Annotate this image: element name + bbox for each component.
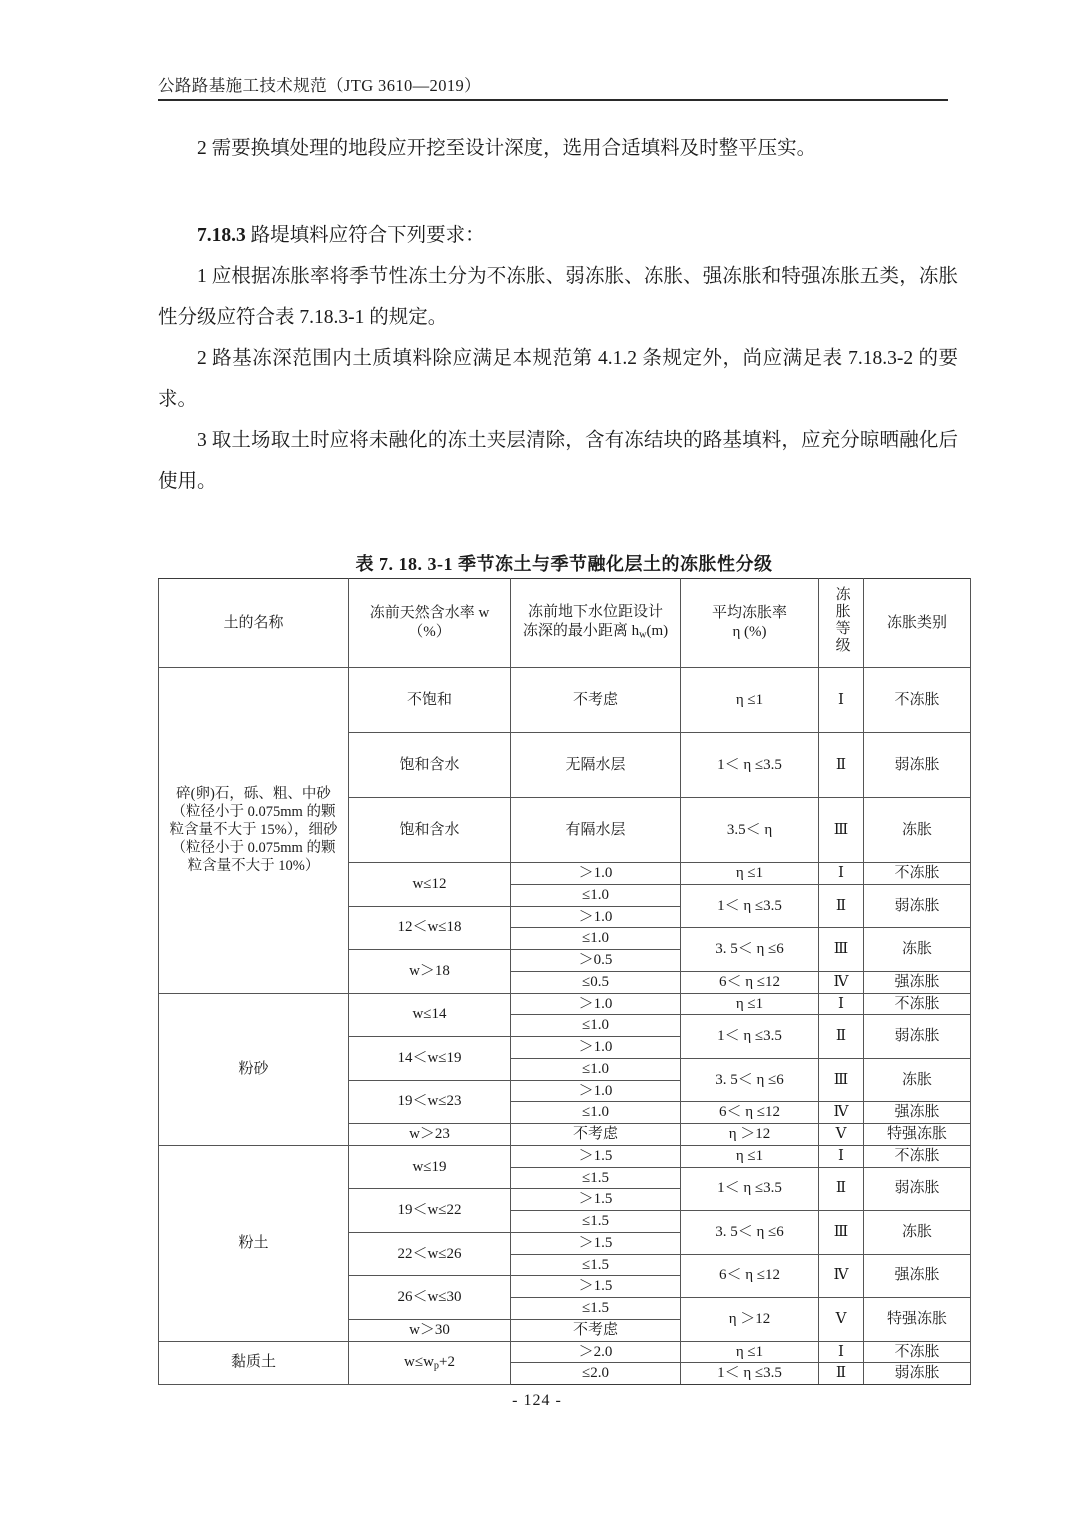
gravel-line3: 粒含量不大于 15%），细砂 [169,822,338,839]
cell-category-weak: 弱冻胀 [864,884,971,928]
cell-category-none: 不冻胀 [864,863,971,885]
cell-water-le-12: w≤12 [349,863,511,907]
cell-rate-eta-6-12: 6＜ η ≤12 [681,1102,819,1124]
cell-rate-eta-le-1: η ≤1 [681,1341,819,1363]
clause-heading [158,215,958,256]
gravel-line4: （粒径小于 0.075mm 的颗 [171,840,336,857]
header-grade-label: 冻胀等级 [833,586,850,655]
cell-grade-5: Ⅴ [819,1298,864,1342]
wp-prefix: w≤w [404,1353,434,1370]
cell-grade-1: Ⅰ [819,863,864,885]
cell-rate-eta-6-12: 6＜ η ≤12 [681,1254,819,1298]
header-cell-soil-name: 土的名称 [159,579,349,668]
cell-category-none: 不冻胀 [864,1145,971,1167]
body-text-block [158,128,958,502]
cell-gw-gt-1.5: ＞1.5 [511,1145,681,1167]
header-row [159,579,971,668]
header-rule [158,99,948,101]
cell-gw-gt-1.0: ＞1.0 [511,1080,681,1102]
cell-rate-eta-le-1: η ≤1 [681,1145,819,1167]
header-cell-grade [819,579,864,668]
cell-category-weak: 弱冻胀 [864,733,971,798]
cell-gw-gt-1.0: ＞1.0 [511,993,681,1015]
cell-gw-not-considered: 不考虑 [511,1124,681,1146]
cell-gw-gt-1.0: ＞1.0 [511,1037,681,1059]
soil-name-silt: 粉土 [159,1145,349,1341]
table-header [159,579,971,668]
header-groundwater-subscript: w [639,629,647,641]
cell-grade-1: Ⅰ [819,993,864,1015]
frost-heave-table-wrapper [158,578,970,1385]
cell-rate-eta-6-12: 6＜ η ≤12 [681,971,819,993]
cell-category-none: 不冻胀 [864,1341,971,1363]
cell-grade-4: Ⅳ [819,1102,864,1124]
cell-grade-2: Ⅱ [819,1363,864,1385]
frost-heave-table [158,578,971,1385]
cell-category-none: 不冻胀 [864,993,971,1015]
cell-gw-le-1.0: ≤1.0 [511,884,681,906]
cell-rate-eta-3.5-6: 3. 5＜ η ≤6 [681,928,819,972]
cell-gw-gt-1.5: ＞1.5 [511,1189,681,1211]
cell-grade-1: Ⅰ [819,668,864,733]
paragraph-item-2: 2 路基冻深范围内土质填料除应满足本规范第 4.1.2 条规定外，尚应满足表 7.18.3-2 的要求。 [158,348,958,410]
cell-rate-eta-gt-3.5: 3.5＜ η [681,798,819,863]
cell-rate-eta-le-1: η ≤1 [681,993,819,1015]
clause-title: 路堤填料应符合下列要求： [250,225,485,246]
cell-water-22-26: 22＜w≤26 [349,1232,511,1276]
cell-water-le-14: w≤14 [349,993,511,1037]
cell-category-weak: 弱冻胀 [864,1363,971,1385]
spacer [158,169,958,215]
cell-water-19-22: 19＜w≤22 [349,1189,511,1233]
cell-grade-2: Ⅱ [819,884,864,928]
table-row [159,1145,971,1167]
table-body [159,668,971,1385]
cell-grade-5: Ⅴ [819,1124,864,1146]
cell-category-frost: 冻胀 [864,928,971,972]
page-number: - 124 - [512,1392,562,1409]
cell-gw-le-1.5: ≤1.5 [511,1211,681,1233]
cell-rate-eta-gt-12: η ＞12 [681,1298,819,1342]
paragraph-item-3: 3 取土场取土时应将未融化的冻土夹层清除，含有冻结块的路基填料，应充分晾晒融化后使用。 [158,430,958,492]
cell-gw-has-aquiclude: 有隔水层 [511,798,681,863]
header-cell-avg-rate [681,579,819,668]
table-row [159,1341,971,1363]
cell-grade-1: Ⅰ [819,1341,864,1363]
cell-grade-2: Ⅱ [819,733,864,798]
header-avg-rate-line2: η (%) [732,624,767,640]
table-caption: 表 7. 18. 3-1 季节冻土与季节融化层土的冻胀性分级 [355,554,773,574]
header-avg-rate-line1: 平均冻胀率 [711,605,787,622]
cell-category-frost: 冻胀 [864,1211,971,1255]
header-water-content-line1: 冻前天然含水率 w [369,605,490,622]
cell-gw-gt-1.5: ＞1.5 [511,1276,681,1298]
cell-grade-1: Ⅰ [819,1145,864,1167]
cell-water-saturated: 饱和含水 [349,733,511,798]
cell-category-frost: 冻胀 [864,798,971,863]
cell-rate-eta-1-3.5: 1＜ η ≤3.5 [681,1167,819,1211]
cell-water-12-18: 12＜w≤18 [349,906,511,950]
gravel-line2: （粒径小于 0.075mm 的颗 [171,804,336,821]
cell-gw-le-1.0: ≤1.0 [511,928,681,950]
cell-category-very-strong: 特强冻胀 [864,1298,971,1342]
gravel-line5: 粒含量不大于 10%） [187,858,320,875]
cell-gw-gt-1.0: ＞1.0 [511,863,681,885]
cell-gw-gt-2.0: ＞2.0 [511,1341,681,1363]
cell-category-frost: 冻胀 [864,1058,971,1102]
cell-water-gt-30: w＞30 [349,1319,511,1341]
cell-water-saturated: 饱和含水 [349,798,511,863]
cell-category-very-strong: 特强冻胀 [864,1124,971,1146]
header-groundwater-line2-post: (m) [646,623,669,640]
cell-grade-2: Ⅱ [819,1015,864,1059]
cell-gw-gt-0.5: ＞0.5 [511,950,681,972]
cell-gw-not-considered: 不考虑 [511,1319,681,1341]
cell-gw-le-0.5: ≤0.5 [511,971,681,993]
cell-grade-3: Ⅲ [819,1058,864,1102]
cell-grade-3: Ⅲ [819,798,864,863]
cell-water-le-19: w≤19 [349,1145,511,1189]
cell-gw-gt-1.5: ＞1.5 [511,1232,681,1254]
cell-grade-4: Ⅳ [819,1254,864,1298]
soil-name-clayey: 黏质土 [159,1341,349,1385]
cell-water-19-23: 19＜w≤23 [349,1080,511,1124]
soil-name-silty-sand: 粉砂 [159,993,349,1145]
cell-gw-gt-1.0: ＞1.0 [511,906,681,928]
cell-gw-not-considered: 不考虑 [511,668,681,733]
cell-rate-eta-3.5-6: 3. 5＜ η ≤6 [681,1211,819,1255]
header-groundwater-line1: 冻前地下水位距设计 [527,604,663,621]
cell-grade-3: Ⅲ [819,928,864,972]
cell-water-gt-18: w＞18 [349,950,511,994]
cell-gw-le-1.5: ≤1.5 [511,1298,681,1320]
cell-grade-4: Ⅳ [819,971,864,993]
header-water-content-line2: （%） [408,624,451,640]
table-row [159,668,971,733]
cell-gw-le-1.5: ≤1.5 [511,1254,681,1276]
cell-water-gt-23: w＞23 [349,1124,511,1146]
header-cell-category: 冻胀类别 [864,579,971,668]
clause-number: 7.18.3 [197,225,246,246]
wp-suffix: +2 [439,1353,455,1370]
cell-rate-eta-le-1: η ≤1 [681,863,819,885]
gravel-line1: 碎(卵)石，砾、粗、中砂 [176,785,331,802]
cell-rate-eta-3.5-6: 3. 5＜ η ≤6 [681,1058,819,1102]
cell-grade-3: Ⅲ [819,1211,864,1255]
cell-rate-eta-gt-12: η ＞12 [681,1124,819,1146]
wp-subscript: p [433,1360,440,1372]
cell-gw-le-1.5: ≤1.5 [511,1167,681,1189]
cell-category-weak: 弱冻胀 [864,1015,971,1059]
cell-water-le-wp-plus-2 [349,1341,511,1385]
cell-category-none: 不冻胀 [864,668,971,733]
cell-water-26-30: 26＜w≤30 [349,1276,511,1320]
cell-rate-eta-1-3.5: 1＜ η ≤3.5 [681,1015,819,1059]
cell-rate-eta-1-3.5: 1＜ η ≤3.5 [681,884,819,928]
cell-water-14-19: 14＜w≤19 [349,1037,511,1081]
header-cell-water-content [349,579,511,668]
cell-gw-le-1.0: ≤1.0 [511,1015,681,1037]
cell-grade-2: Ⅱ [819,1167,864,1211]
cell-category-strong: 强冻胀 [864,1254,971,1298]
cell-category-weak: 弱冻胀 [864,1167,971,1211]
paragraph-item-2-prev: 2 需要换填处理的地段应开挖至设计深度，选用合适填料及时整平压实。 [197,138,817,159]
cell-gw-le-1.0: ≤1.0 [511,1058,681,1080]
table-row [159,993,971,1015]
cell-category-strong: 强冻胀 [864,971,971,993]
cell-gw-le-2.0: ≤2.0 [511,1363,681,1385]
paragraph-item-1: 1 应根据冻胀率将季节性冻土分为不冻胀、弱冻胀、冻胀、强冻胀和特强冻胀五类，冻胀性分级应符合表 7.18.3-1 的规定。 [158,266,958,328]
cell-rate-eta-1-3.5: 1＜ η ≤3.5 [681,733,819,798]
soil-name-gravel [159,668,349,994]
header-groundwater-line2-pre: 冻深的最小距离 h [522,623,640,640]
header-cell-groundwater [511,579,681,668]
cell-category-strong: 强冻胀 [864,1102,971,1124]
cell-rate-eta-le-1: η ≤1 [681,668,819,733]
cell-rate-eta-1-3.5: 1＜ η ≤3.5 [681,1363,819,1385]
cell-gw-no-aquiclude: 无隔水层 [511,733,681,798]
cell-gw-le-1.0: ≤1.0 [511,1102,681,1124]
running-header: 公路路基施工技术规范（JTG 3610—2019） [158,76,482,95]
cell-water-unsaturated: 不饱和 [349,668,511,733]
